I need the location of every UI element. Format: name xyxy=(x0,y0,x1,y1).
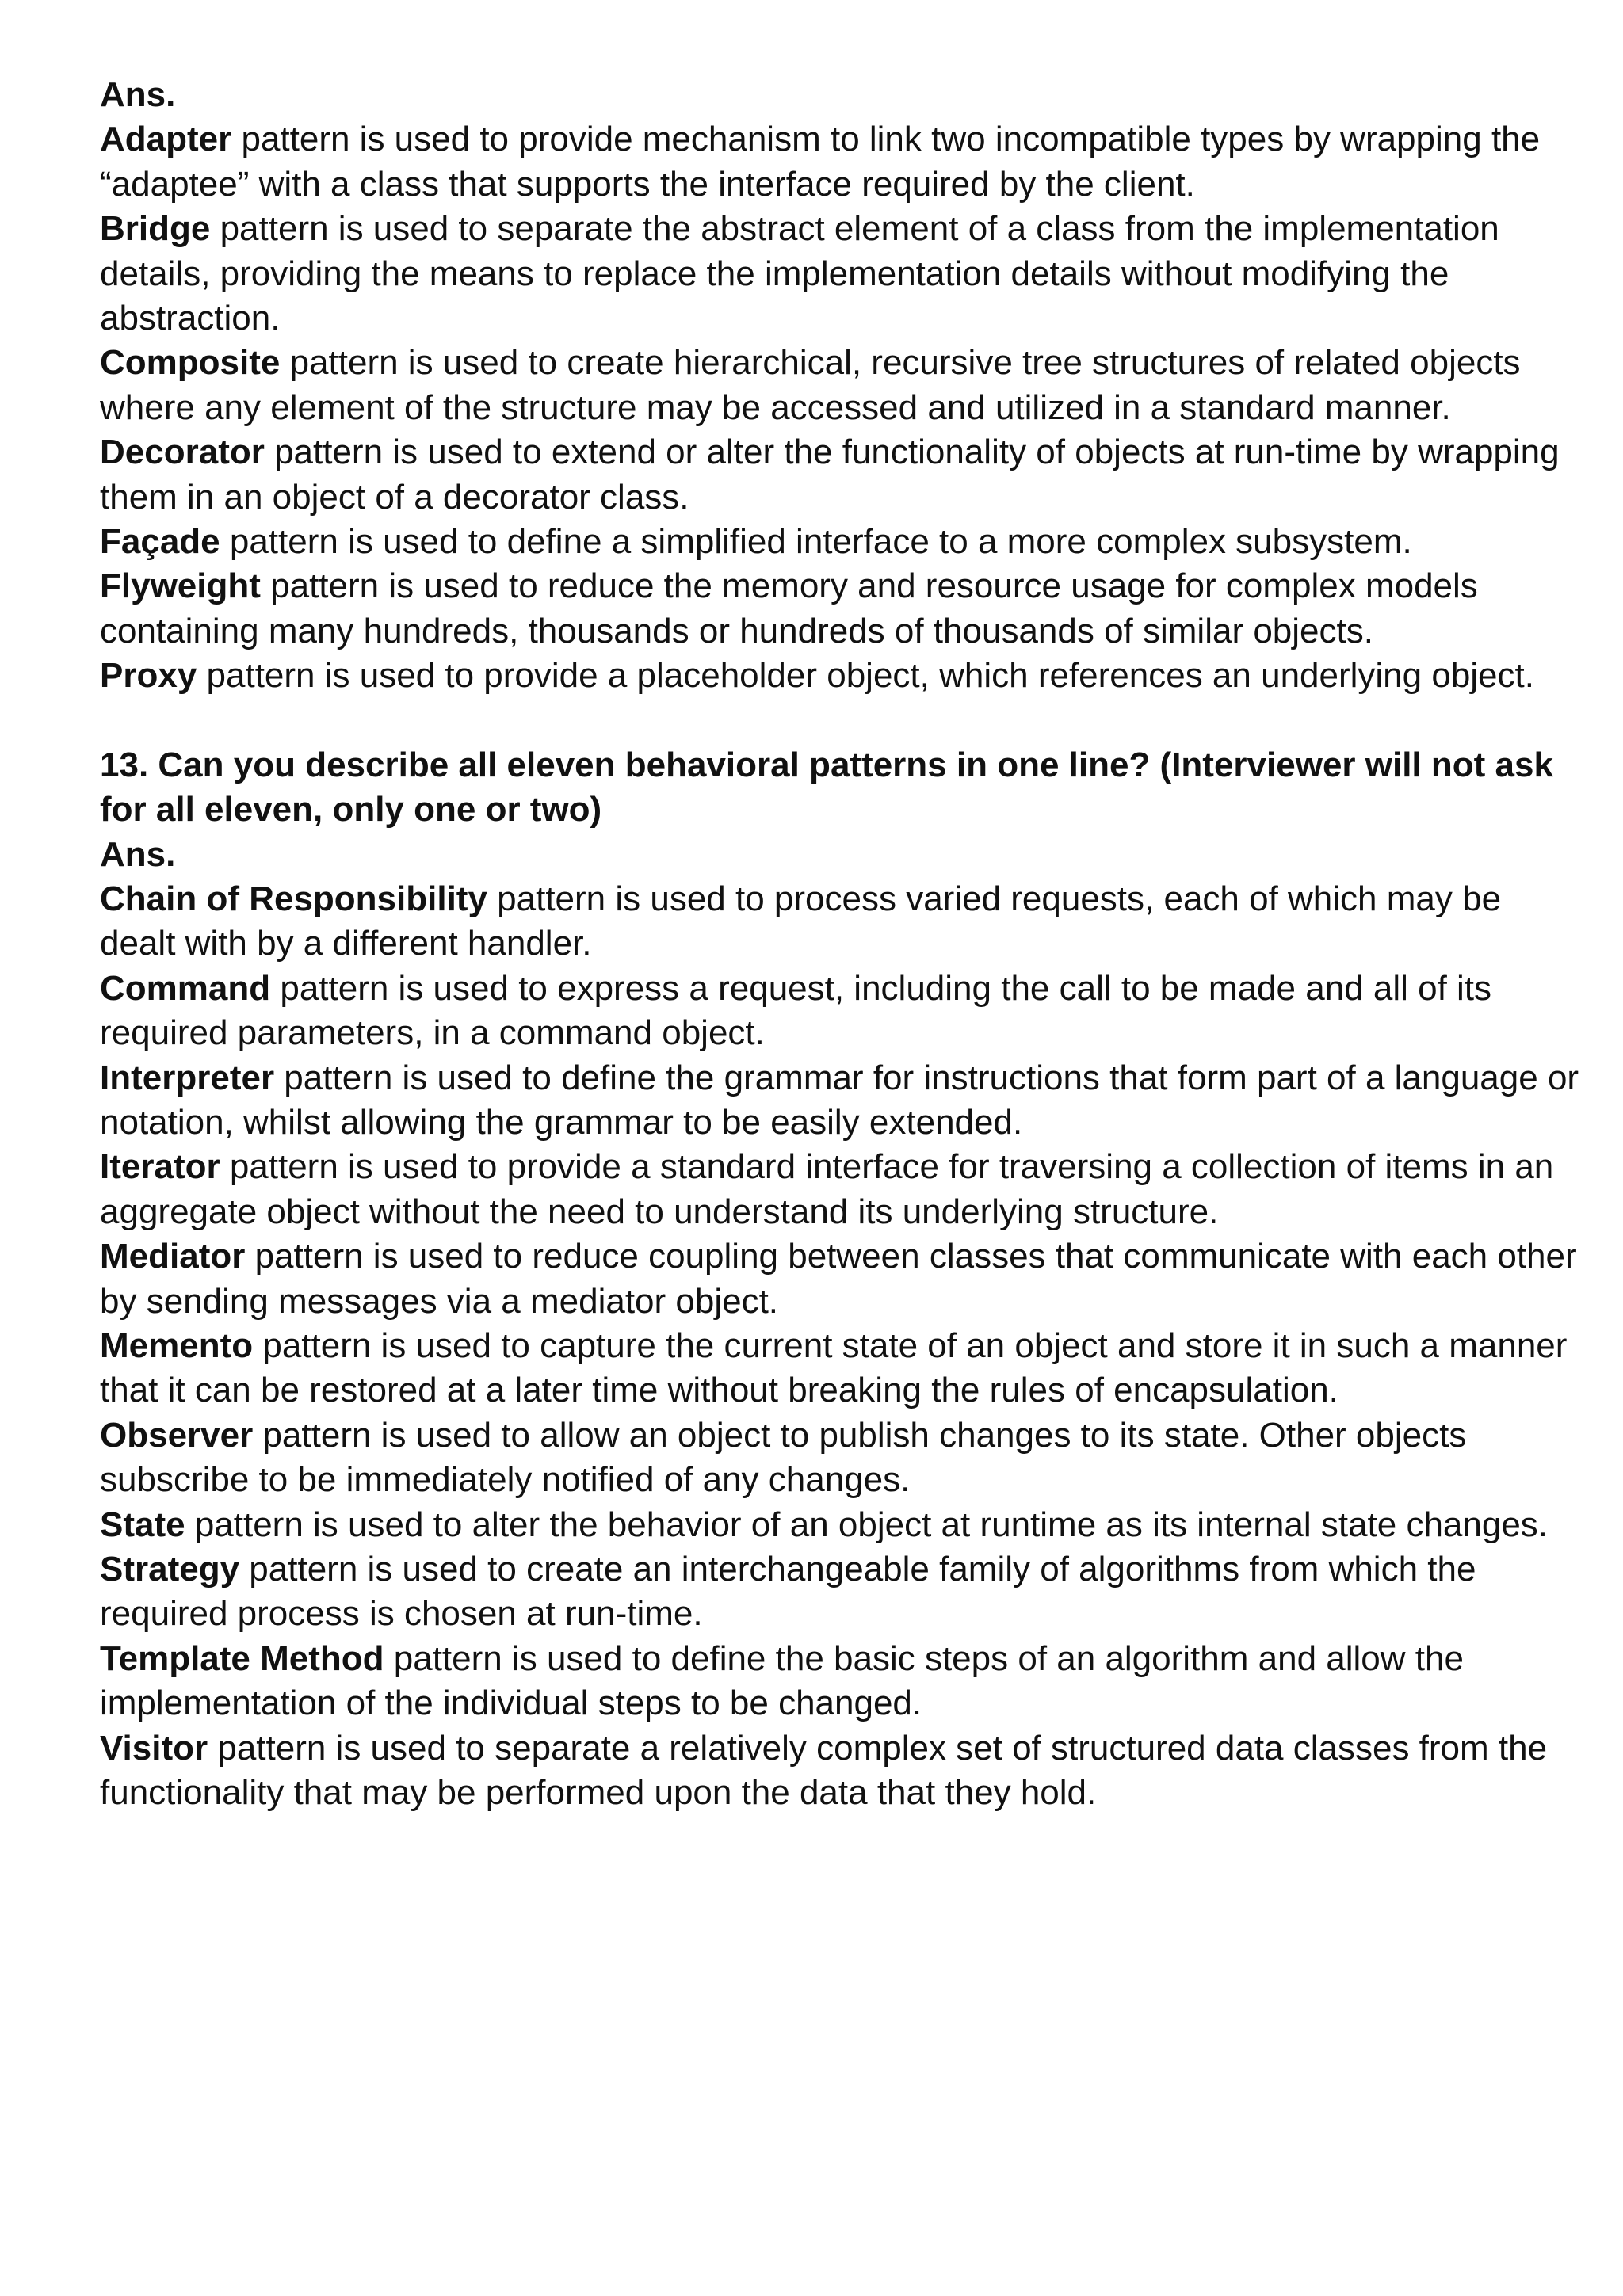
document-page xyxy=(100,73,1582,1815)
pattern-description: pattern is used to capture the current state of an object and store it in such a manner that it can be restored at a later time without breaking the rules of encapsulation. xyxy=(100,1325,1568,1410)
pattern-term: Interpreter xyxy=(100,1058,275,1097)
pattern-entry-facade xyxy=(100,520,1582,564)
pattern-description: pattern is used to separate the abstract element of a class from the implementation details, providing the means to replace the implementation details without modifying the abstraction. xyxy=(100,209,1499,338)
pattern-entry-flyweight xyxy=(100,564,1582,654)
pattern-entry-adapter xyxy=(100,117,1582,207)
question-heading: 13. Can you describe all eleven behavioral patterns in one line? (Interviewer will not ask for all eleven, only one or two) xyxy=(100,745,1553,830)
pattern-description: pattern is used to allow an object to publish changes to its state. Other objects subscribe to be immediately notified of any changes. xyxy=(100,1415,1467,1500)
pattern-entry-proxy xyxy=(100,654,1582,698)
pattern-term: Façade xyxy=(100,522,220,562)
pattern-term: State xyxy=(100,1505,185,1544)
answer-label: Ans. xyxy=(100,834,176,874)
pattern-description: pattern is used to create an interchangeable family of algorithms from which the required process is chosen at run-time. xyxy=(100,1550,1476,1634)
pattern-description: pattern is used to define the grammar for instructions that form part of a language or notation, whilst allowing the grammar to be easily extended. xyxy=(100,1058,1579,1142)
pattern-entry-decorator xyxy=(100,430,1582,520)
pattern-term: Decorator xyxy=(100,433,265,472)
pattern-entry-memento xyxy=(100,1324,1582,1413)
pattern-description: pattern is used to reduce coupling between classes that communicate with each other by sending messages via a mediator object. xyxy=(100,1237,1577,1321)
pattern-entry-template-method xyxy=(100,1637,1582,1726)
pattern-term: Strategy xyxy=(100,1550,240,1589)
pattern-description: pattern is used to reduce the memory and resource usage for complex models containing many hundreds, thousands or hundreds of thousands of similar objects. xyxy=(100,566,1478,650)
pattern-description: pattern is used to provide mechanism to link two incompatible types by wrapping the “adaptee” with a class that supports the interface required by the client. xyxy=(100,120,1541,204)
pattern-term: Command xyxy=(100,968,271,1008)
pattern-term: Iterator xyxy=(100,1147,220,1187)
pattern-entry-iterator xyxy=(100,1145,1582,1234)
pattern-term: Mediator xyxy=(100,1237,246,1276)
pattern-entry-interpreter xyxy=(100,1056,1582,1146)
pattern-entry-mediator xyxy=(100,1234,1582,1324)
pattern-description: pattern is used to alter the behavior of an object at runtime as its internal state changes. xyxy=(185,1505,1549,1544)
pattern-term: Flyweight xyxy=(100,566,261,606)
pattern-description: pattern is used to define a simplified interface to a more complex subsystem. xyxy=(220,522,1412,562)
pattern-description: pattern is used to extend or alter the functionality of objects at run-time by wrapping them in an object of a decorator class. xyxy=(100,433,1560,517)
pattern-term: Proxy xyxy=(100,656,197,696)
pattern-description: pattern is used to process varied requests, each of which may be dealt with by a different handler. xyxy=(100,879,1502,963)
pattern-term: Composite xyxy=(100,343,281,383)
pattern-term: Bridge xyxy=(100,209,211,249)
pattern-term: Memento xyxy=(100,1325,254,1365)
pattern-entry-chain-of-responsibility xyxy=(100,877,1582,967)
pattern-description: pattern is used to create hierarchical, recursive tree structures of related objects where any element of the structure may be accessed and utilized in a standard manner. xyxy=(100,343,1521,427)
pattern-term: Adapter xyxy=(100,120,232,159)
pattern-description: pattern is used to express a request, including the call to be made and all of its required parameters, in a command object. xyxy=(100,968,1492,1053)
pattern-term: Chain of Responsibility xyxy=(100,879,487,918)
pattern-entry-visitor xyxy=(100,1726,1582,1816)
pattern-description: pattern is used to define the basic steps of an algorithm and allow the implementation of the individual steps to be changed. xyxy=(100,1638,1464,1723)
pattern-term: Visitor xyxy=(100,1728,208,1768)
pattern-description: pattern is used to provide a standard interface for traversing a collection of items in an aggregate object without the need to understand its underlying structure. xyxy=(100,1147,1554,1231)
answer-label: Ans. xyxy=(100,75,176,114)
pattern-entry-composite xyxy=(100,341,1582,430)
pattern-entry-bridge xyxy=(100,207,1582,341)
pattern-entry-strategy xyxy=(100,1547,1582,1637)
pattern-description: pattern is used to separate a relatively complex set of structured data classes from the functionality that may be performed upon the data that they hold. xyxy=(100,1728,1548,1813)
pattern-entry-observer xyxy=(100,1413,1582,1503)
pattern-entry-state xyxy=(100,1503,1582,1547)
pattern-description: pattern is used to provide a placeholder object, which references an underlying object. xyxy=(197,656,1534,696)
pattern-term: Observer xyxy=(100,1415,254,1455)
pattern-term: Template Method xyxy=(100,1638,384,1678)
pattern-entry-command xyxy=(100,967,1582,1056)
